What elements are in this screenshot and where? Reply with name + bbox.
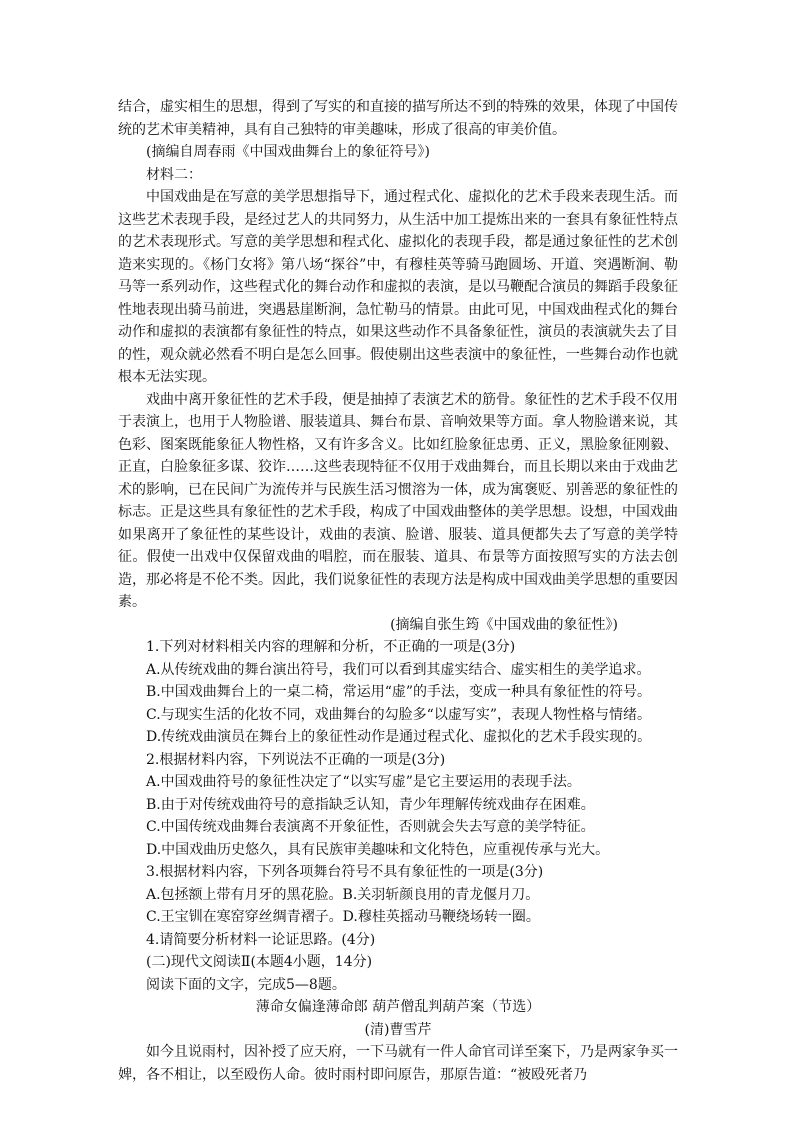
material-2-paragraph-2: 戏曲中离开象征性的艺术手段，便是抽掉了表演艺术的筋骨。象征性的艺术手段不仅用于表演上，也用于人物脸谱、服装道具、舞台布景、音响效果等方面。拿人物脸谱来说，其色彩、图案既能象征人物性格，又有许多含义。比如红脸象征忠勇、正义，黑脸象征刚毅、正直，白脸象征多谋、狡诈……这些表现特征不仅用于戏曲舞台，而且长期以来由于戏曲艺术的影响，已在民间广为流传并与民族生活习惯溶为一体，成为寓褒贬、别善恶的象征性的标志。正是这些具有象征性的艺术手段，构成了中国戏曲整体的美学思想。设想，中国戏曲如果离开了象征性的某些设计，戏曲的表演、脸谱、服装、道具便都失去了写意的美学特征。假使一出戏中仅保留戏曲的唱腔，而在服装、道具、布景等方面按照写实的方法去创造，那必将是不伦不类。因此，我们说象征性的表现方法是构成中国戏曲美学思想的重要因素。 (118, 391, 678, 610)
question-2-option-c: C.中国传统戏曲舞台表演离不开象征性，否则就会失去写意的美学特征。 (146, 819, 595, 835)
section-2-title: (二)现代文阅读Ⅱ(本题4小题，14分) (146, 954, 373, 970)
question-1-option-a: A.从传统戏曲的舞台演出符号，我们可以看到其虚实结合、虚实相生的美学追求。 (146, 661, 651, 678)
source-citation-2: (摘编自张生筠《中国戏曲的象征性》) (390, 616, 618, 633)
story-title: 薄命女偏逢薄命郎 葫芦僧乱判葫芦案（节选） (255, 999, 541, 1015)
paragraph-continuation: 结合，虚实相生的思想，得到了写实的和直接的描写所达不到的特殊的效果，体现了中国传统的艺术审美精神，具有自己独特的审美趣味，形成了很高的审美价值。 (118, 99, 678, 138)
document-page (118, 96, 678, 1086)
question-2-option-b: B.由于对传统戏曲符号的意指缺乏认知，青少年理解传统戏曲存在困难。 (146, 796, 595, 813)
question-1-option-b: B.中国戏曲舞台上的一桌二椅，常运用“虚”的手法，变成一种具有象征性的符号。 (146, 684, 652, 700)
story-author: (清)曹雪芹 (364, 1021, 432, 1038)
question-2-stem: 2.根据材料内容，下列说法不正确的一项是(3分) (146, 751, 446, 768)
story-paragraph-1: 如今且说雨村，因补授了应天府，一下马就有一件人命官司详至案下，乃是两家争买一婢，各不相让，以至殴伤人命。彼时雨村即问原告，那原告道：“被殴死者乃 (118, 1044, 678, 1083)
question-1-option-d: D.传统戏曲演员在舞台上的象征性动作是通过程式化、虚拟化的艺术手段实现的。 (146, 729, 652, 745)
source-citation-1: (摘编自周春雨《中国戏曲舞台上的象征符号》) (146, 144, 430, 160)
section-2-instruction: 阅读下面的文字，完成5—8题。 (146, 976, 346, 993)
material-2-paragraph-1: 中国戏曲是在写意的美学思想指导下，通过程式化、虚拟化的艺术手段来表现生活。而这些艺术表现手段，是经过艺人的共同努力，从生活中加工提炼出来的一套具有象征性特点的艺术表现形式。写意的美学思想和程式化、虚拟化的表现手段，都是通过象征性的艺术创造来实现的。《杨门女将》第八场“探谷”中，有穆桂英等骑马跑圆场、开道、突遇断涧、勒马等一系列动作，这些程式化的舞台动作和虚拟的表演，是以马鞭配合演员的舞蹈手段象征性地表现出骑马前进，突遇悬崖断涧，急忙勒马的情景。由此可见，中国戏曲程式化的舞台动作和虚拟的表演都有象征性的特点，如果这些动作不具备象征性，演员的表演就失去了目的性，观众就必然看不明白是怎么回事。假使剔出这些表演中的象征性，一些舞台动作也就根本无法实现。 (118, 189, 678, 385)
question-3-stem: 3.根据材料内容，下列各项舞台符号不具有象征性的一项是(3分) (146, 864, 544, 880)
question-2-option-a: A.中国戏曲符号的象征性决定了“以实写虚”是它主要运用的表现手法。 (146, 774, 581, 790)
question-3-options-cd: C.王宝钏在寒窑穿丝绸青褶子。D.穆桂英摇动马鞭绕场转一圈。 (146, 909, 540, 925)
question-1-option-c: C.与现实生活的化妆不同，戏曲舞台的勾脸多“以虚写实”，表现人物性格与情绪。 (146, 706, 651, 723)
question-4-stem: 4.请简要分析材料一论证思路。(4分) (146, 931, 376, 948)
question-2-option-d: D.中国戏曲历史悠久，具有民族审美趣味和文化特色，应重视传承与光大。 (146, 841, 610, 858)
question-3-options-ab: A.包拯额上带有月牙的黑花脸。B.关羽斩颜良用的青龙偃月刀。 (146, 886, 540, 903)
question-1-stem: 1.下列对材料相关内容的理解和分析，不正确的一项是(3分) (146, 639, 516, 655)
material-2-heading: 材料二： (146, 166, 202, 183)
